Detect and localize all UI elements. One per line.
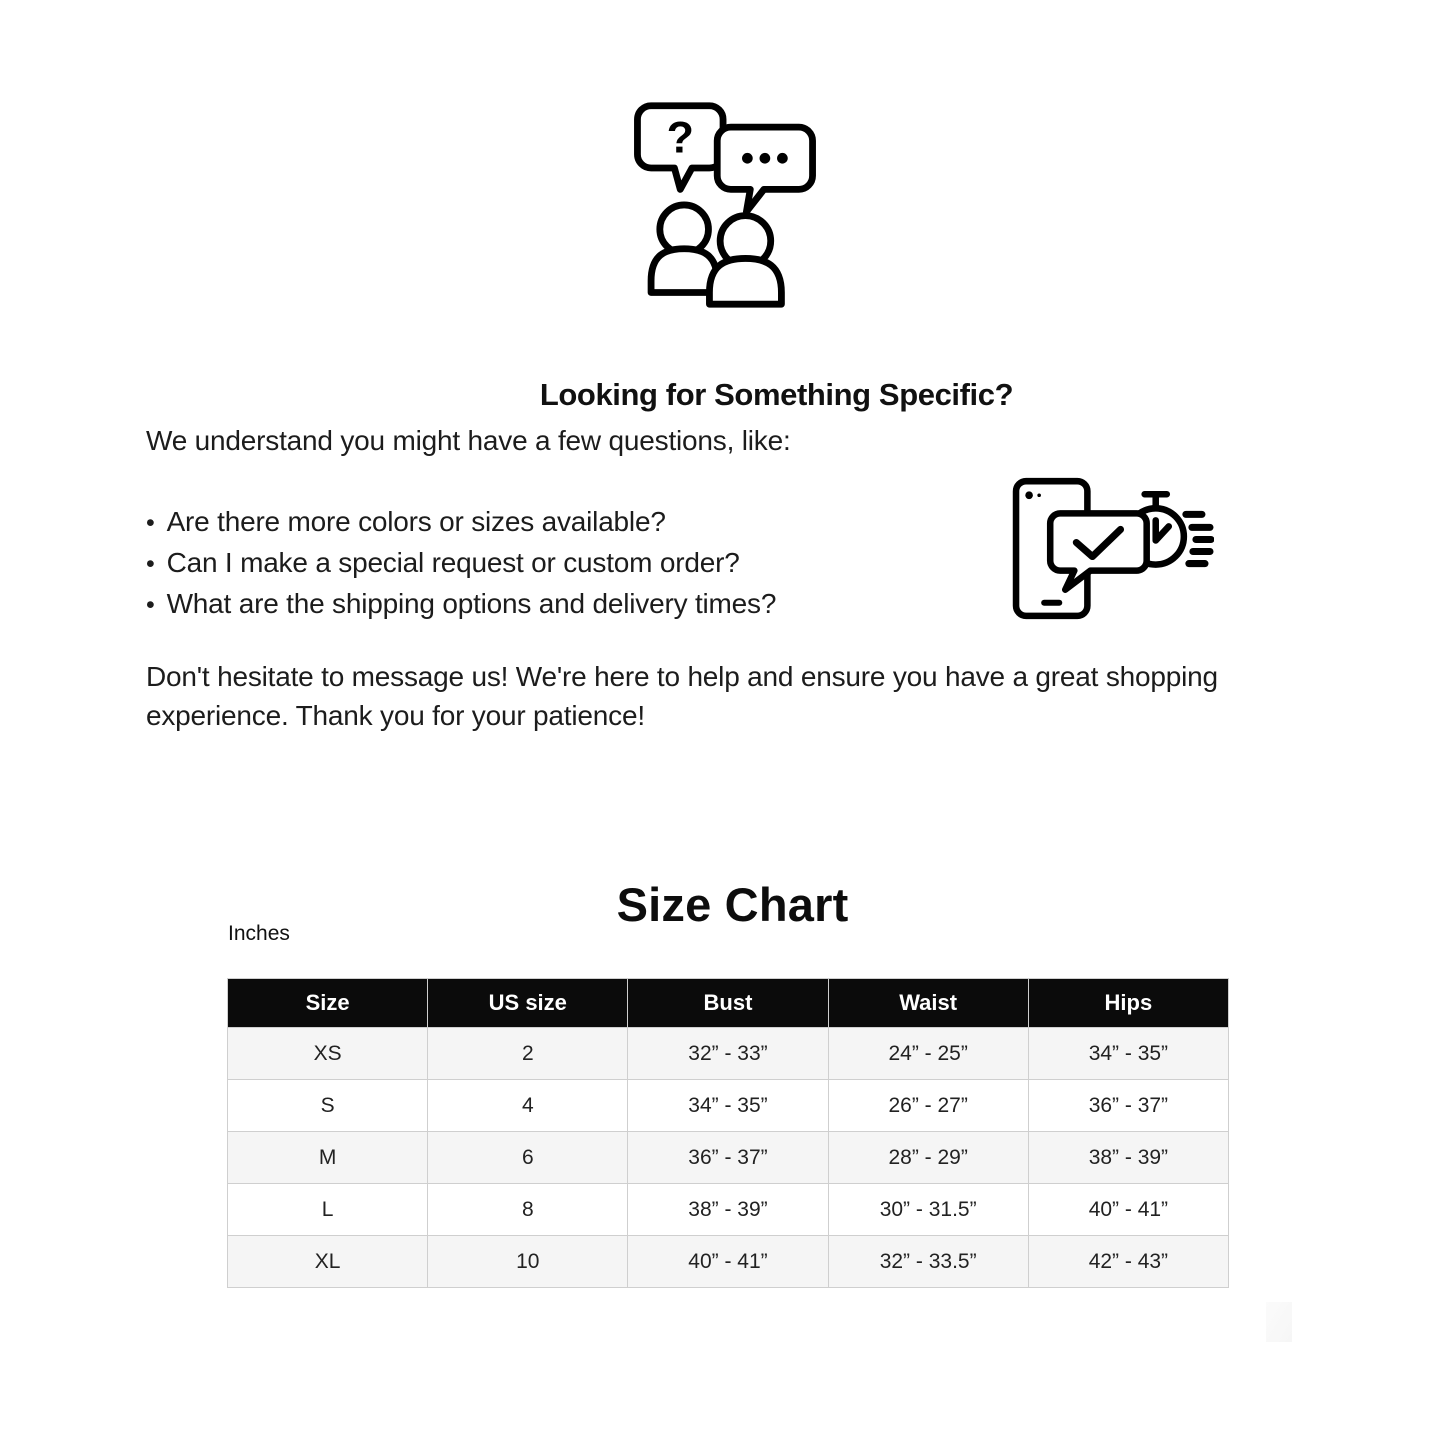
column-header-bust: Bust (628, 979, 828, 1028)
table-cell: 32” - 33” (628, 1028, 828, 1080)
table-cell: 10 (428, 1236, 628, 1288)
table-cell: 36” - 37” (628, 1132, 828, 1184)
list-item (146, 543, 776, 584)
table-cell: 2 (428, 1028, 628, 1080)
table-cell: M (228, 1132, 428, 1184)
phone-home-bar-icon (1041, 600, 1062, 606)
phone-message-stopwatch-icon (1008, 472, 1214, 623)
column-header-hips: Hips (1028, 979, 1228, 1028)
column-header-waist: Waist (828, 979, 1028, 1028)
table-cell: 40” - 41” (628, 1236, 828, 1288)
table-cell: XL (228, 1236, 428, 1288)
bullet-text: Are there more colors or sizes available? (166, 506, 666, 537)
person-body-icon (709, 258, 781, 304)
two-people-chat-bubbles-icon (626, 96, 824, 310)
size-chart-table (227, 978, 1229, 1288)
phone-camera-dot-icon (1025, 491, 1033, 499)
units-label: Inches (228, 922, 290, 945)
table-cell: 38” - 39” (1028, 1132, 1228, 1184)
chat-people-svg (626, 96, 824, 310)
table-cell: 6 (428, 1132, 628, 1184)
watermark (1266, 1302, 1292, 1342)
table-row (228, 1184, 1229, 1236)
table-row (228, 1028, 1229, 1080)
table-cell: XS (228, 1028, 428, 1080)
table-cell: 42” - 43” (1028, 1236, 1228, 1288)
bullet-text: Can I make a special request or custom order? (166, 547, 740, 578)
table-cell: S (228, 1080, 428, 1132)
list-item (146, 584, 776, 625)
closing-text: Don't hesitate to message us! We're here to help and ensure you have a great shopping experience. Thank you for your patience! (146, 661, 1218, 731)
size-chart-title: Size Chart (616, 878, 849, 931)
bullet-text: What are the shipping options and delivery times? (166, 588, 777, 619)
table-cell: 34” - 35” (1028, 1028, 1228, 1080)
table-cell: 4 (428, 1080, 628, 1132)
fast-reply-svg (1008, 472, 1214, 623)
table-cell: 40” - 41” (1028, 1184, 1228, 1236)
table-cell: 8 (428, 1184, 628, 1236)
phone-camera-dot-icon (1037, 493, 1041, 497)
list-item (146, 502, 776, 543)
table-header-row (228, 979, 1229, 1028)
table-row (228, 1132, 1229, 1184)
table-row (228, 1080, 1229, 1132)
table-cell: 34” - 35” (628, 1080, 828, 1132)
question-bullet-list (146, 502, 776, 625)
table-cell: 28” - 29” (828, 1132, 1028, 1184)
table-cell: L (228, 1184, 428, 1236)
table-cell: 32” - 33.5” (828, 1236, 1028, 1288)
table-cell: 38” - 39” (628, 1184, 828, 1236)
column-header-size: Size (228, 979, 428, 1028)
table-cell: 30” - 31.5” (828, 1184, 1028, 1236)
bullet-icon: • (146, 509, 155, 537)
bullet-icon: • (146, 550, 155, 578)
column-header-us-size: US size (428, 979, 628, 1028)
question-mark-glyph: ? (666, 112, 694, 163)
ellipsis-dots-icon (742, 153, 788, 164)
speed-lines-icon (1186, 514, 1211, 563)
table-row (228, 1236, 1229, 1288)
page-title: Looking for Something Specific? (539, 376, 1014, 412)
table-cell: 24” - 25” (828, 1028, 1028, 1080)
bullet-icon: • (146, 591, 155, 619)
ellipsis-bubble-icon (717, 127, 812, 212)
table-cell: 36” - 37” (1028, 1080, 1228, 1132)
intro-lead-text: We understand you might have a few questions, like: (146, 425, 791, 456)
table-cell: 26” - 27” (828, 1080, 1028, 1132)
